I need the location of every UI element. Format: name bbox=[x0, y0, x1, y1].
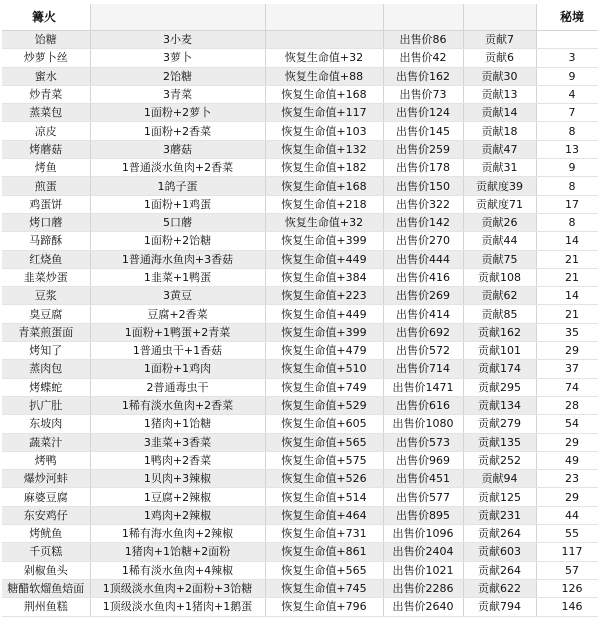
cell-recipe: 1面粉+2饴糖 bbox=[90, 232, 265, 250]
table-row bbox=[2, 140, 598, 158]
cell-sell-price: 出售价42 bbox=[383, 49, 463, 67]
header-cell-blank bbox=[463, 4, 536, 31]
cell-effect: 恢复生命值+464 bbox=[265, 506, 383, 524]
cell-name: 烤蘑菇 bbox=[2, 140, 90, 158]
cell-gap bbox=[536, 177, 546, 195]
cell-sell-price: 出售价444 bbox=[383, 250, 463, 268]
cell-secret-realm: 7 bbox=[546, 104, 598, 122]
cell-sell-price: 出售价451 bbox=[383, 470, 463, 488]
cell-sell-price: 出售价142 bbox=[383, 213, 463, 231]
cell-recipe: 1韭菜+1鸭蛋 bbox=[90, 268, 265, 286]
cell-secret-realm: 8 bbox=[546, 177, 598, 195]
cell-name: 豆浆 bbox=[2, 287, 90, 305]
cell-secret-realm: 8 bbox=[546, 213, 598, 231]
cell-secret-realm: 37 bbox=[546, 360, 598, 378]
table-row bbox=[2, 250, 598, 268]
table-row bbox=[2, 49, 598, 67]
cell-effect: 恢复生命值+132 bbox=[265, 140, 383, 158]
cell-gap bbox=[536, 543, 546, 561]
cell-secret-realm: 57 bbox=[546, 561, 598, 579]
table-row bbox=[2, 579, 598, 597]
cell-contribution: 贡献度39 bbox=[463, 177, 536, 195]
cell-recipe: 1面粉+2香菜 bbox=[90, 122, 265, 140]
cell-recipe: 1顶级淡水鱼肉+1猪肉+1鹅蛋 bbox=[90, 598, 265, 616]
cell-recipe: 1鸭肉+2香菜 bbox=[90, 451, 265, 469]
cell-contribution: 贡献44 bbox=[463, 232, 536, 250]
cell-gap bbox=[536, 31, 546, 49]
cell-contribution: 贡献13 bbox=[463, 85, 536, 103]
cell-effect: 恢复生命值+103 bbox=[265, 122, 383, 140]
cell-gap bbox=[536, 323, 546, 341]
cell-name: 麻婆豆腐 bbox=[2, 488, 90, 506]
cell-name: 糖醋软熘鱼焙面 bbox=[2, 579, 90, 597]
cell-contribution: 贡献264 bbox=[463, 525, 536, 543]
cell-effect: 恢复生命值+479 bbox=[265, 342, 383, 360]
cell-effect: 恢复生命值+565 bbox=[265, 561, 383, 579]
cell-contribution: 贡献162 bbox=[463, 323, 536, 341]
cell-effect: 恢复生命值+117 bbox=[265, 104, 383, 122]
cell-effect: 恢复生命值+218 bbox=[265, 195, 383, 213]
cell-name: 红烧鱼 bbox=[2, 250, 90, 268]
cell-effect: 恢复生命值+182 bbox=[265, 159, 383, 177]
cell-secret-realm: 54 bbox=[546, 415, 598, 433]
cell-gap bbox=[536, 104, 546, 122]
cell-effect: 恢复生命值+575 bbox=[265, 451, 383, 469]
cell-contribution: 贡献62 bbox=[463, 287, 536, 305]
table-row bbox=[2, 232, 598, 250]
cell-recipe: 1鸡肉+2辣椒 bbox=[90, 506, 265, 524]
cell-contribution: 贡献85 bbox=[463, 305, 536, 323]
cell-sell-price: 出售价692 bbox=[383, 323, 463, 341]
cell-effect: 恢复生命值+605 bbox=[265, 415, 383, 433]
table-row bbox=[2, 396, 598, 414]
cell-recipe: 1面粉+2萝卜 bbox=[90, 104, 265, 122]
cell-name: 扒广肚 bbox=[2, 396, 90, 414]
cell-gap bbox=[536, 342, 546, 360]
cell-gap bbox=[536, 287, 546, 305]
cell-gap bbox=[536, 250, 546, 268]
cell-gap bbox=[536, 415, 546, 433]
cell-recipe: 1普通淡水鱼肉+2香菜 bbox=[90, 159, 265, 177]
cell-gap bbox=[536, 598, 546, 616]
cell-gap bbox=[536, 378, 546, 396]
cell-recipe: 3青菜 bbox=[90, 85, 265, 103]
cell-secret-realm bbox=[546, 31, 598, 49]
cell-sell-price: 出售价2286 bbox=[383, 579, 463, 597]
cell-sell-price: 出售价969 bbox=[383, 451, 463, 469]
cell-sell-price: 出售价1080 bbox=[383, 415, 463, 433]
cell-name: 青菜煎蛋面 bbox=[2, 323, 90, 341]
cell-recipe: 1稀有海水鱼肉+2辣椒 bbox=[90, 525, 265, 543]
recipe-table bbox=[2, 4, 598, 617]
cell-secret-realm: 117 bbox=[546, 543, 598, 561]
cell-name: 烤鱿鱼 bbox=[2, 525, 90, 543]
cell-contribution: 贡献26 bbox=[463, 213, 536, 231]
cell-effect: 恢复生命值+168 bbox=[265, 177, 383, 195]
table-row bbox=[2, 360, 598, 378]
cell-gap bbox=[536, 232, 546, 250]
cell-contribution: 贡献174 bbox=[463, 360, 536, 378]
table-row bbox=[2, 31, 598, 49]
cell-name: 剁椒鱼头 bbox=[2, 561, 90, 579]
cell-gap bbox=[536, 268, 546, 286]
header-row bbox=[2, 4, 598, 31]
cell-recipe: 3萝卜 bbox=[90, 49, 265, 67]
table-row bbox=[2, 323, 598, 341]
table-row bbox=[2, 598, 598, 616]
cell-secret-realm: 49 bbox=[546, 451, 598, 469]
table-row bbox=[2, 287, 598, 305]
cell-contribution: 贡献30 bbox=[463, 67, 536, 85]
cell-gap bbox=[536, 195, 546, 213]
table-row bbox=[2, 543, 598, 561]
cell-recipe: 1猪肉+1饴糖 bbox=[90, 415, 265, 433]
cell-recipe: 1普通虫干+1香菇 bbox=[90, 342, 265, 360]
cell-secret-realm: 3 bbox=[546, 49, 598, 67]
cell-gap bbox=[536, 140, 546, 158]
table-row bbox=[2, 67, 598, 85]
cell-name: 鸡蛋饼 bbox=[2, 195, 90, 213]
cell-sell-price: 出售价2640 bbox=[383, 598, 463, 616]
cell-sell-price: 出售价150 bbox=[383, 177, 463, 195]
cell-name: 饴糖 bbox=[2, 31, 90, 49]
cell-effect: 恢复生命值+529 bbox=[265, 396, 383, 414]
cell-name: 蒸菜包 bbox=[2, 104, 90, 122]
table-row bbox=[2, 104, 598, 122]
cell-effect: 恢复生命值+32 bbox=[265, 49, 383, 67]
table-row bbox=[2, 122, 598, 140]
header-cell-blank bbox=[265, 4, 383, 31]
cell-secret-realm: 29 bbox=[546, 342, 598, 360]
cell-name: 蔬菜汁 bbox=[2, 433, 90, 451]
cell-recipe: 1面粉+1鸭蛋+2青菜 bbox=[90, 323, 265, 341]
cell-effect: 恢复生命值+510 bbox=[265, 360, 383, 378]
table-row bbox=[2, 378, 598, 396]
cell-gap bbox=[536, 525, 546, 543]
cell-secret-realm: 126 bbox=[546, 579, 598, 597]
cell-gap bbox=[536, 451, 546, 469]
cell-recipe: 3韭菜+3香菜 bbox=[90, 433, 265, 451]
cell-recipe: 1稀有淡水鱼肉+2香菜 bbox=[90, 396, 265, 414]
cell-contribution: 贡献622 bbox=[463, 579, 536, 597]
cell-gap bbox=[536, 433, 546, 451]
cell-effect: 恢复生命值+731 bbox=[265, 525, 383, 543]
cell-effect: 恢复生命值+526 bbox=[265, 470, 383, 488]
table-row bbox=[2, 85, 598, 103]
cell-sell-price: 出售价124 bbox=[383, 104, 463, 122]
cell-name: 东坡肉 bbox=[2, 415, 90, 433]
cell-sell-price: 出售价572 bbox=[383, 342, 463, 360]
cell-contribution: 贡献794 bbox=[463, 598, 536, 616]
cell-gap bbox=[536, 506, 546, 524]
cell-effect: 恢复生命值+749 bbox=[265, 378, 383, 396]
cell-recipe: 3蘑菇 bbox=[90, 140, 265, 158]
cell-effect: 恢复生命值+449 bbox=[265, 250, 383, 268]
table-row bbox=[2, 506, 598, 524]
cell-sell-price: 出售价1471 bbox=[383, 378, 463, 396]
table-title: 篝火 bbox=[2, 4, 90, 31]
table-row bbox=[2, 213, 598, 231]
cell-secret-realm: 74 bbox=[546, 378, 598, 396]
cell-name: 烤鱼 bbox=[2, 159, 90, 177]
cell-recipe: 1普通海水鱼肉+3香菇 bbox=[90, 250, 265, 268]
cell-name: 烤知了 bbox=[2, 342, 90, 360]
table-row bbox=[2, 525, 598, 543]
cell-name: 烤口蘑 bbox=[2, 213, 90, 231]
cell-effect: 恢复生命值+168 bbox=[265, 85, 383, 103]
cell-secret-realm: 28 bbox=[546, 396, 598, 414]
cell-contribution: 贡献134 bbox=[463, 396, 536, 414]
cell-sell-price: 出售价1021 bbox=[383, 561, 463, 579]
cell-recipe: 1鸽子蛋 bbox=[90, 177, 265, 195]
cell-contribution: 贡献108 bbox=[463, 268, 536, 286]
cell-secret-realm: 8 bbox=[546, 122, 598, 140]
header-cell-blank bbox=[383, 4, 463, 31]
cell-gap bbox=[536, 561, 546, 579]
cell-secret-realm: 21 bbox=[546, 268, 598, 286]
cell-gap bbox=[536, 579, 546, 597]
cell-secret-realm: 44 bbox=[546, 506, 598, 524]
cell-contribution: 贡献94 bbox=[463, 470, 536, 488]
table-row bbox=[2, 305, 598, 323]
cell-contribution: 贡献75 bbox=[463, 250, 536, 268]
cell-sell-price: 出售价145 bbox=[383, 122, 463, 140]
table-row bbox=[2, 342, 598, 360]
cell-secret-realm: 35 bbox=[546, 323, 598, 341]
cell-gap bbox=[536, 360, 546, 378]
cell-sell-price: 出售价573 bbox=[383, 433, 463, 451]
cell-sell-price: 出售价714 bbox=[383, 360, 463, 378]
table-row bbox=[2, 451, 598, 469]
cell-effect: 恢复生命值+514 bbox=[265, 488, 383, 506]
cell-name: 荆州鱼糕 bbox=[2, 598, 90, 616]
cell-contribution: 贡献14 bbox=[463, 104, 536, 122]
cell-recipe: 1豆腐+2辣椒 bbox=[90, 488, 265, 506]
cell-name: 烤蝶蛇 bbox=[2, 378, 90, 396]
cell-secret-realm: 55 bbox=[546, 525, 598, 543]
cell-contribution: 贡献125 bbox=[463, 488, 536, 506]
cell-effect: 恢复生命值+745 bbox=[265, 579, 383, 597]
cell-effect: 恢复生命值+796 bbox=[265, 598, 383, 616]
cell-name: 臭豆腐 bbox=[2, 305, 90, 323]
cell-secret-realm: 21 bbox=[546, 305, 598, 323]
cell-recipe: 2饴糖 bbox=[90, 67, 265, 85]
cell-name: 蒸肉包 bbox=[2, 360, 90, 378]
cell-secret-realm: 29 bbox=[546, 433, 598, 451]
cell-secret-realm: 17 bbox=[546, 195, 598, 213]
cell-recipe: 1猪肉+1饴糖+2面粉 bbox=[90, 543, 265, 561]
cell-contribution: 贡献6 bbox=[463, 49, 536, 67]
cell-recipe: 2普通毒虫干 bbox=[90, 378, 265, 396]
cell-effect: 恢复生命值+32 bbox=[265, 213, 383, 231]
cell-effect: 恢复生命值+399 bbox=[265, 232, 383, 250]
cell-sell-price: 出售价259 bbox=[383, 140, 463, 158]
cell-secret-realm: 29 bbox=[546, 488, 598, 506]
cell-secret-realm: 14 bbox=[546, 232, 598, 250]
cell-recipe: 豆腐+2香菜 bbox=[90, 305, 265, 323]
cell-secret-realm: 23 bbox=[546, 470, 598, 488]
cell-sell-price: 出售价73 bbox=[383, 85, 463, 103]
cell-contribution: 贡献31 bbox=[463, 159, 536, 177]
cell-contribution: 贡献7 bbox=[463, 31, 536, 49]
cell-name: 炒萝卜丝 bbox=[2, 49, 90, 67]
cell-effect: 恢复生命值+223 bbox=[265, 287, 383, 305]
table-row bbox=[2, 268, 598, 286]
cell-gap bbox=[536, 488, 546, 506]
cell-recipe: 5口蘑 bbox=[90, 213, 265, 231]
cell-contribution: 贡献度71 bbox=[463, 195, 536, 213]
secret-header: 秘境 bbox=[546, 4, 598, 31]
cell-gap bbox=[536, 85, 546, 103]
cell-sell-price: 出售价1096 bbox=[383, 525, 463, 543]
cell-contribution: 贡献47 bbox=[463, 140, 536, 158]
cell-sell-price: 出售价895 bbox=[383, 506, 463, 524]
header-cell-blank bbox=[90, 4, 265, 31]
cell-secret-realm: 14 bbox=[546, 287, 598, 305]
cell-name: 烤鸭 bbox=[2, 451, 90, 469]
cell-sell-price: 出售价270 bbox=[383, 232, 463, 250]
cell-secret-realm: 13 bbox=[546, 140, 598, 158]
cell-sell-price: 出售价269 bbox=[383, 287, 463, 305]
cell-name: 炒青菜 bbox=[2, 85, 90, 103]
cell-contribution: 贡献264 bbox=[463, 561, 536, 579]
cell-gap bbox=[536, 305, 546, 323]
cell-effect bbox=[265, 31, 383, 49]
cell-secret-realm: 21 bbox=[546, 250, 598, 268]
cell-gap bbox=[536, 49, 546, 67]
cell-gap bbox=[536, 470, 546, 488]
cell-effect: 恢复生命值+88 bbox=[265, 67, 383, 85]
cell-contribution: 贡献18 bbox=[463, 122, 536, 140]
cell-sell-price: 出售价86 bbox=[383, 31, 463, 49]
cell-secret-realm: 9 bbox=[546, 67, 598, 85]
cell-sell-price: 出售价178 bbox=[383, 159, 463, 177]
cell-name: 煎蛋 bbox=[2, 177, 90, 195]
cell-sell-price: 出售价414 bbox=[383, 305, 463, 323]
cell-sell-price: 出售价616 bbox=[383, 396, 463, 414]
cell-contribution: 贡献231 bbox=[463, 506, 536, 524]
cell-contribution: 贡献101 bbox=[463, 342, 536, 360]
table-row bbox=[2, 195, 598, 213]
cell-gap bbox=[536, 122, 546, 140]
cell-name: 东安鸡仔 bbox=[2, 506, 90, 524]
cell-effect: 恢复生命值+449 bbox=[265, 305, 383, 323]
cell-effect: 恢复生命值+861 bbox=[265, 543, 383, 561]
cell-secret-realm: 9 bbox=[546, 159, 598, 177]
cell-sell-price: 出售价162 bbox=[383, 67, 463, 85]
cell-contribution: 贡献252 bbox=[463, 451, 536, 469]
cell-secret-realm: 4 bbox=[546, 85, 598, 103]
cell-effect: 恢复生命值+399 bbox=[265, 323, 383, 341]
cell-name: 凉皮 bbox=[2, 122, 90, 140]
cell-sell-price: 出售价416 bbox=[383, 268, 463, 286]
cell-contribution: 贡献135 bbox=[463, 433, 536, 451]
cell-name: 韭菜炒蛋 bbox=[2, 268, 90, 286]
cell-sell-price: 出售价322 bbox=[383, 195, 463, 213]
cell-gap bbox=[536, 159, 546, 177]
cell-recipe: 1稀有淡水鱼肉+4辣椒 bbox=[90, 561, 265, 579]
cell-recipe: 1面粉+1鸡蛋 bbox=[90, 195, 265, 213]
cell-effect: 恢复生命值+384 bbox=[265, 268, 383, 286]
table-row bbox=[2, 159, 598, 177]
cell-name: 蜜水 bbox=[2, 67, 90, 85]
cell-effect: 恢复生命值+565 bbox=[265, 433, 383, 451]
table-row bbox=[2, 415, 598, 433]
cell-gap bbox=[536, 67, 546, 85]
table-row bbox=[2, 561, 598, 579]
cell-recipe: 1面粉+1鸡肉 bbox=[90, 360, 265, 378]
table-row bbox=[2, 470, 598, 488]
cell-name: 千页糕 bbox=[2, 543, 90, 561]
cell-sell-price: 出售价2404 bbox=[383, 543, 463, 561]
cell-name: 爆炒河蚌 bbox=[2, 470, 90, 488]
cell-contribution: 贡献603 bbox=[463, 543, 536, 561]
cell-gap bbox=[536, 213, 546, 231]
cell-sell-price: 出售价577 bbox=[383, 488, 463, 506]
cell-recipe: 1贝肉+3辣椒 bbox=[90, 470, 265, 488]
cell-gap bbox=[536, 396, 546, 414]
table-row bbox=[2, 433, 598, 451]
cell-contribution: 贡献279 bbox=[463, 415, 536, 433]
cell-contribution: 贡献295 bbox=[463, 378, 536, 396]
table-row bbox=[2, 488, 598, 506]
cell-name: 马蹄酥 bbox=[2, 232, 90, 250]
header-cell-blank bbox=[536, 4, 546, 31]
cell-recipe: 3小麦 bbox=[90, 31, 265, 49]
table-row bbox=[2, 177, 598, 195]
cell-recipe: 3黄豆 bbox=[90, 287, 265, 305]
cell-secret-realm: 146 bbox=[546, 598, 598, 616]
cell-recipe: 1顶级淡水鱼肉+2面粉+3饴糖 bbox=[90, 579, 265, 597]
